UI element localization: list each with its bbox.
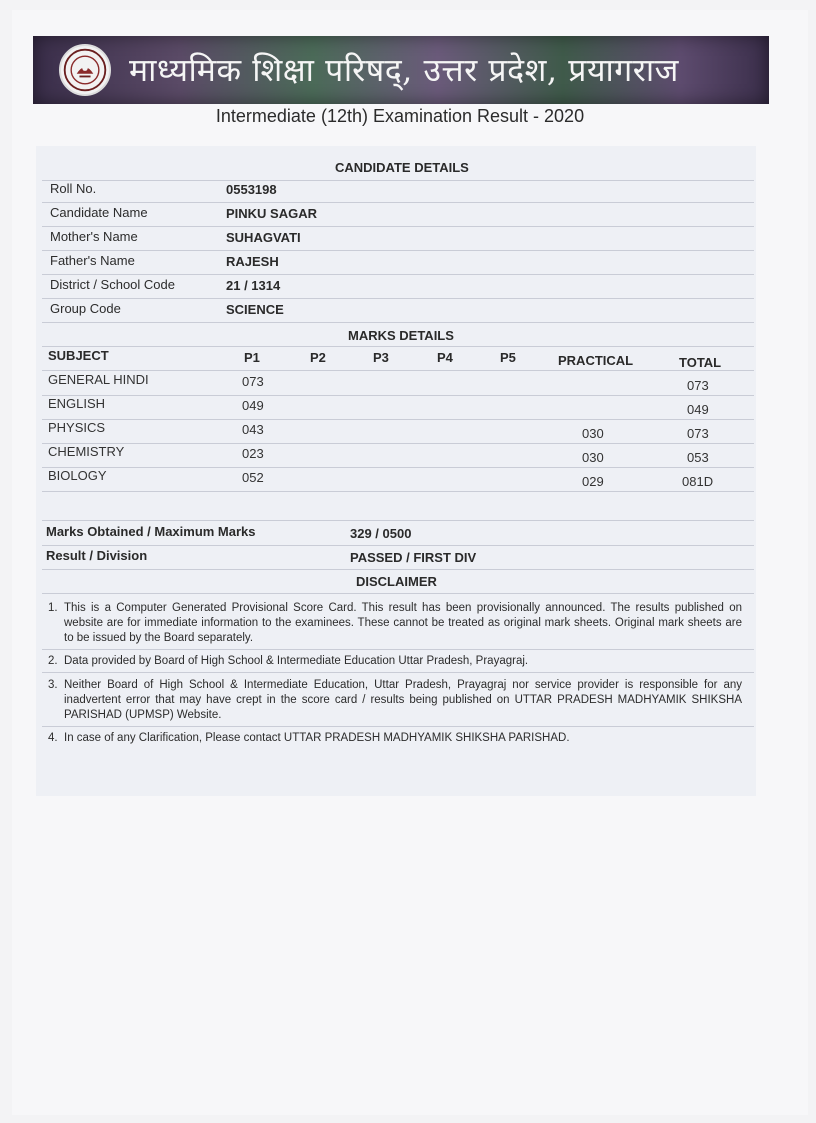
group-code-label: Group Code: [50, 301, 121, 316]
subject-total: 081D: [682, 474, 714, 489]
disclaimer-text: In case of any Clarification, Please contact UTTAR PRADESH MADHYAMIK SHIKSHA PARISHAD.: [64, 732, 570, 744]
subject-practical: 030: [582, 450, 604, 465]
subject-p1: 052: [242, 470, 264, 485]
result-division-label: Result / Division: [46, 548, 148, 563]
roll-no-label: Roll No.: [50, 181, 97, 196]
candidate-name-label: Candidate Name: [50, 205, 148, 220]
disclaimer-text: Neither Board of High School & Intermediate Education, Uttar Pradesh, Prayagraj nor service provider is responsible for any inadvertent error that may have crept in the score card / results being published on UTTAR PRADESH MADHYAMIK SHIKSHA PARISHAD (UPMSP) Website.: [64, 679, 742, 721]
divider: [42, 202, 754, 203]
marks-obtained-label: Marks Obtained / Maximum Marks: [46, 524, 256, 539]
mother-name-label: Mother's Name: [50, 229, 138, 244]
divider: [42, 649, 754, 650]
father-name-value: RAJESH: [226, 254, 279, 269]
divider: [42, 322, 754, 323]
disclaimer-item: [48, 678, 742, 723]
roll-no-value: 0553198: [226, 182, 277, 197]
marks-obtained-value: 329 / 0500: [350, 526, 412, 541]
divider: [42, 467, 754, 468]
subject-total: 073: [687, 378, 709, 393]
col-total: TOTAL: [679, 355, 722, 370]
divider: [42, 443, 754, 444]
disclaimer-title: DISCLAIMER: [356, 574, 437, 589]
subject-p1: 049: [242, 398, 264, 413]
col-p2: P2: [310, 350, 326, 365]
disclaimer-item: [48, 601, 742, 646]
col-p5: P5: [500, 350, 516, 365]
exam-title: Intermediate (12th) Examination Result - 2020: [215, 106, 585, 126]
disclaimer-item: [48, 731, 742, 746]
disclaimer-text: Data provided by Board of High School & Intermediate Education Uttar Pradesh, Prayagraj.: [64, 655, 529, 667]
marks-details-title: MARKS DETAILS: [348, 328, 454, 343]
divider: [42, 672, 754, 673]
subject-total: 073: [687, 426, 709, 441]
divider: [42, 593, 754, 594]
subject-name: BIOLOGY: [48, 468, 107, 483]
board-title: माध्यमिक शिक्षा परिषद्, उत्तर प्रदेश, प्रयागराज: [129, 51, 679, 89]
group-code-value: SCIENCE: [226, 302, 284, 317]
disclaimer-number: 3.: [48, 679, 58, 691]
divider: [42, 491, 754, 492]
candidate-name-value: PINKU SAGAR: [226, 206, 318, 221]
divider: [42, 250, 754, 251]
divider: [42, 180, 754, 181]
district-school-value: 21 / 1314: [226, 278, 281, 293]
divider: [42, 520, 754, 521]
candidate-details-title: CANDIDATE DETAILS: [335, 160, 469, 175]
disclaimer-number: 2.: [48, 655, 58, 667]
divider: [42, 395, 754, 396]
divider: [42, 545, 754, 546]
district-school-label: District / School Code: [50, 277, 175, 292]
divider: [42, 298, 754, 299]
board-banner: [33, 36, 769, 104]
father-name-label: Father's Name: [50, 253, 135, 268]
divider: [42, 274, 754, 275]
col-practical: PRACTICAL: [558, 353, 634, 368]
subject-total: 053: [687, 450, 709, 465]
subject-name: GENERAL HINDI: [48, 372, 149, 387]
subject-practical: 029: [582, 474, 604, 489]
divider: [42, 726, 754, 727]
divider: [42, 346, 754, 347]
subject-practical: 030: [582, 426, 604, 441]
divider: [42, 370, 754, 371]
disclaimer-number: 4.: [48, 732, 58, 744]
disclaimer-item: [48, 654, 742, 669]
subject-name: PHYSICS: [48, 420, 106, 435]
divider: [42, 419, 754, 420]
subject-total: 049: [687, 402, 709, 417]
subject-name: CHEMISTRY: [48, 444, 125, 459]
result-division-value: PASSED / FIRST DIV: [350, 550, 477, 565]
col-p4: P4: [437, 350, 453, 365]
up-emblem-icon: [59, 44, 111, 96]
subject-p1: 043: [242, 422, 264, 437]
disclaimer-number: 1.: [48, 602, 58, 614]
subject-p1: 023: [242, 446, 264, 461]
subject-name: ENGLISH: [48, 396, 106, 411]
col-p3: P3: [373, 350, 389, 365]
subject-p1: 073: [242, 374, 264, 389]
col-subject: SUBJECT: [48, 348, 109, 363]
mother-name-value: SUHAGVATI: [226, 230, 301, 245]
divider: [42, 226, 754, 227]
divider: [42, 569, 754, 570]
col-p1: P1: [244, 350, 260, 365]
disclaimer-text: This is a Computer Generated Provisional Score Card. This result has been provisionally announced. The results published on website are for immediate information to the examinees. These cannot be treated as original mark sheets. Original mark sheets are to be issued by the Board separately.: [64, 602, 742, 644]
